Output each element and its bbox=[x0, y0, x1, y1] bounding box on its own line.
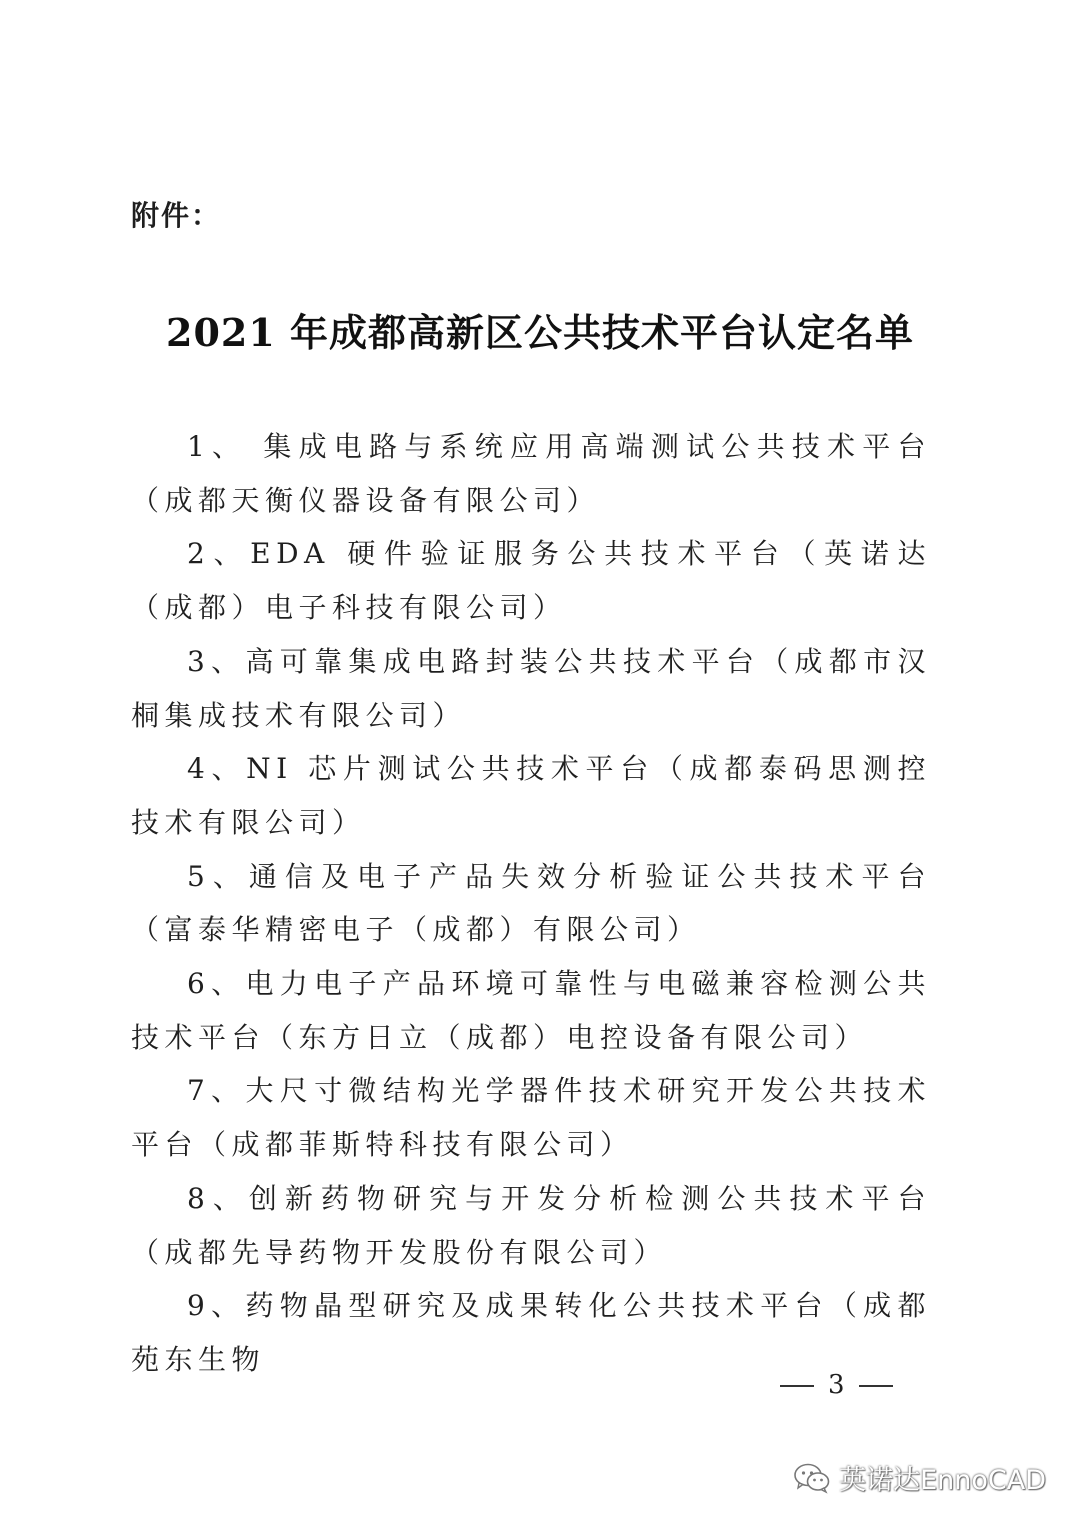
list-item-3: 3、高可靠集成电路封装公共技术平台（成都市汉桐集成技术有限公司） bbox=[131, 644, 931, 732]
list-item-8: 8、创新药物研究与开发分析检测公共技术平台（成都先导药物开发股份有限公司） bbox=[131, 1181, 931, 1269]
watermark-text: 英诺达EnnoCAD bbox=[839, 1465, 1046, 1496]
list-item-2: 2、EDA 硬件验证服务公共技术平台（英诺达（成都）电子科技有限公司） bbox=[131, 537, 931, 625]
page-dash-right bbox=[859, 1385, 893, 1387]
wechat-icon bbox=[793, 1462, 831, 1494]
watermark bbox=[793, 1458, 1046, 1497]
page-number-value: 3 bbox=[828, 1370, 845, 1400]
attachment-label: 附件： bbox=[131, 199, 222, 232]
list-item-1: 1、 集成电路与系统应用高端测试公共技术平台（成都天衡仪器设备有限公司） bbox=[131, 430, 931, 517]
list-item-6: 6、电力电子产品环境可靠性与电磁兼容检测公共技术平台（东方日立（成都）电控设备有限公司） bbox=[131, 967, 931, 1054]
page-dash-left bbox=[780, 1385, 814, 1387]
list-item-7: 7、大尺寸微结构光学器件技术研究开发公共技术平台（成都菲斯特科技有限公司） bbox=[131, 1074, 931, 1162]
platform-list bbox=[131, 420, 931, 1387]
list-item-4: 4、NI 芯片测试公共技术平台（成都泰码思测控技术有限公司） bbox=[131, 752, 931, 839]
list-item-9: 9、药物晶型研究及成果转化公共技术平台（成都苑东生物 bbox=[131, 1289, 931, 1376]
list-item-5: 5、通信及电子产品失效分析验证公共技术平台（富泰华精密电子（成都）有限公司） bbox=[131, 859, 931, 947]
document-title: 2021 年成都高新区公共技术平台认定名单 bbox=[166, 310, 914, 355]
page-number bbox=[0, 1370, 1080, 1400]
